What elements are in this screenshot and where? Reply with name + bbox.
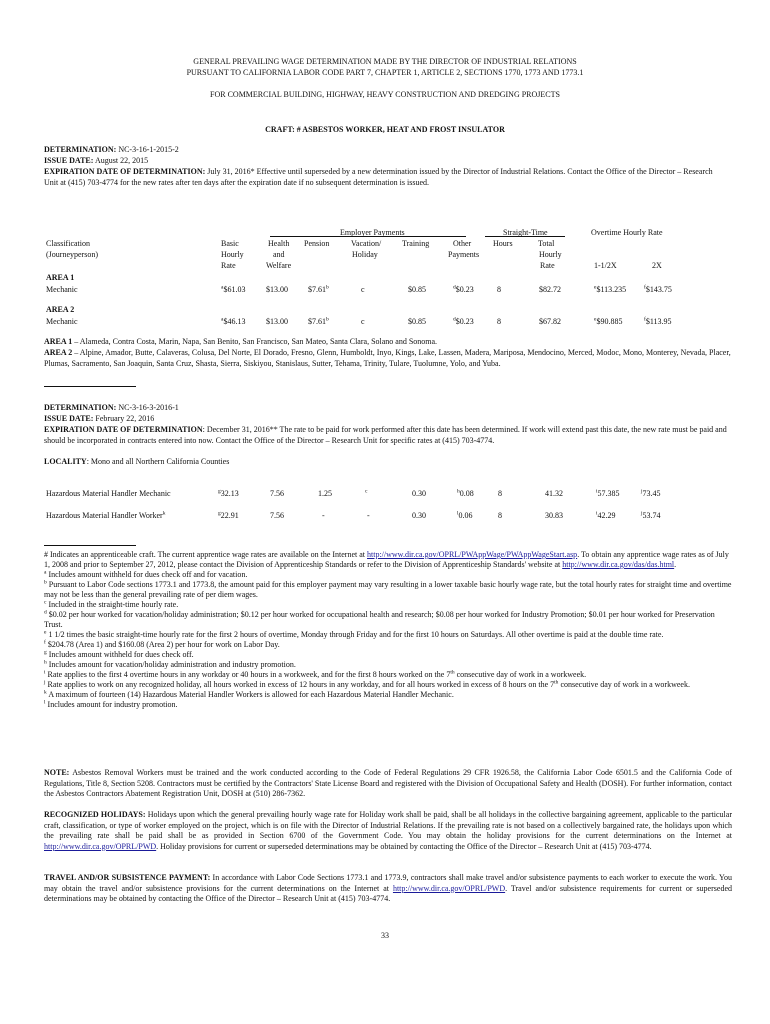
footnote-marker: b [326, 316, 329, 323]
issue2-value: February 22, 2016 [95, 414, 155, 423]
footnote-d: $^d$ $0.02 per hour worked for vacation/holiday administration; $0.12 per hour worked for occupational health and research; $0.08 per hour worked for Industry Promotion; $0.01 per hour worked for Preservation Trust. [44, 609, 715, 629]
footnote-j: $^j$ Rate applies to work on any recognized holiday, all hours worked in excess of 12 hours in any workday, and for all hours worked in excess of 8 hours on the 7th consecutive day of work in a workweek. [44, 679, 690, 689]
training: 0.30 [412, 489, 426, 498]
col-ot-2x: 2X [652, 261, 662, 270]
footnote-hash: # Indicates an apprenticeable craft. The current apprentice wage rates are available on the Internet at http://www.dir.ca.gov/OPRL/PWAppWage/PWAppWageStart.asp. To obtain any apprentice wage rates as of July 1, 2008 and prior to September 27, 2012, please contact the Division of Apprenticeship Standards or refer to the Division of Apprenticeship Standards' website at http://www.dir.ca.gov/das/das.html. [44, 550, 729, 569]
note-paragraph [44, 768, 732, 800]
footnote-b: $^b$ Pursuant to Labor Code sections 1773.1 and 1773.8, the amount paid for this employer payment may vary resulting in a lower taxable basic hourly wage rate, but the total hourly rates for straight time and overtime may not be less than the general prevailing rate of per diem wages. [44, 579, 732, 599]
health-welfare: $13.00 [266, 317, 288, 326]
col-hours: Hours [493, 239, 513, 248]
footnote-marker: d [453, 284, 456, 291]
col-health: Health [268, 239, 290, 248]
other-payments: $0.23 [455, 317, 474, 326]
training: 0.30 [412, 511, 426, 520]
footnote-marker: i [596, 488, 598, 495]
pension: $7.61 [308, 317, 326, 326]
pension: 1.25 [318, 489, 332, 498]
note-label: NOTE: [44, 768, 70, 777]
travel-link[interactable]: http://www.dir.ca.gov/OPRL/PWD [392, 883, 506, 893]
footnote-marker: c [365, 488, 368, 495]
area-1-heading: AREA 1 [46, 273, 75, 282]
craft-title: CRAFT: # ASBESTOS WORKER, HEAT AND FROST INSULATOR [265, 125, 505, 134]
straight-time-hours: 8 [497, 317, 501, 326]
total-hourly-rate: 41.32 [545, 489, 563, 498]
issue1-value: August 22, 2015 [94, 156, 149, 165]
det1-value: NC-3-16-1-2015-2 [118, 145, 179, 154]
basic-rate: $46.13 [223, 317, 246, 326]
vacation-holiday: c [361, 317, 365, 326]
training: $0.85 [408, 285, 426, 294]
basic-rate: $61.03 [223, 285, 246, 294]
total-hourly-rate: $82.72 [539, 285, 561, 294]
col-and: and [273, 250, 285, 259]
overtime-1-5x: 42.29 [597, 511, 616, 520]
vacation-holiday: - [367, 511, 370, 520]
footnote-marker: g [218, 488, 221, 495]
travel-text-2: . Travel and/or subsistence requirements for current or superseded determinations may be obtained by contacting the Office of the Director – Research Unit at (415) 703-4774. [44, 883, 732, 903]
pension: - [322, 511, 325, 520]
col-classification: Classification [46, 239, 90, 248]
footnote-marker: k [162, 510, 166, 517]
col-pension: Pension [304, 239, 330, 248]
locality-label: LOCALITY [44, 457, 87, 466]
holidays-paragraph [44, 810, 732, 852]
footnote-marker: f [644, 284, 646, 291]
header-line-3: FOR COMMERCIAL BUILDING, HIGHWAY, HEAVY CONSTRUCTION AND DREDGING PROJECTS [210, 90, 560, 99]
determination-1 [44, 144, 724, 188]
area-2-heading: AREA 2 [46, 305, 75, 314]
det2-label: DETERMINATION: [44, 403, 117, 412]
health-welfare: 7.56 [270, 489, 284, 498]
footnote-marker: j [641, 510, 643, 517]
det2-value: NC-3-16-3-2016-1 [118, 403, 179, 412]
footnote-f: $^f$ $204.78 (Area 1) and $160.08 (Area 2) per hour for work on Labor Day. [44, 639, 280, 649]
issue2-label: ISSUE DATE: [44, 414, 94, 423]
issue1-label: ISSUE DATE: [44, 156, 94, 165]
col-payments: Payments [448, 250, 480, 259]
training: $0.85 [408, 317, 426, 326]
straight-time-header: Straight-Time [503, 228, 548, 237]
total-hourly-rate: 30.83 [545, 511, 563, 520]
footnote-g: $^g$ Includes amount withheld for dues check off. [44, 649, 194, 659]
total-hourly-rate: $67.82 [539, 317, 561, 326]
holidays-text: Holidays upon which the general prevailing hourly wage rate for Holiday work shall be paid, shall be all holidays in the collective bargaining agreement, applicable to the particular craft, classification, or type of worker employed on the project, which is on file with the Director of Industrial Relations. If the prevailing rate is not based on a collectively bargained rate, the holidays upon which the prevailing rate shall be paid shall be as provided in Section 6700 of the Government Code. You may obtain the holiday provisions for the current determinations on the Internet at [44, 810, 732, 840]
locality-value: : Mono and all Northern California Counties [86, 457, 230, 466]
col-rate: Rate [221, 261, 236, 270]
footnote-marker: j [641, 488, 643, 495]
col-welfare: Welfare [266, 261, 292, 270]
footnote-marker: e [594, 316, 597, 323]
col-total-rate: Rate [540, 261, 555, 270]
footnote-marker: f [644, 316, 646, 323]
col-ot-1-5x: 1-1/2X [594, 261, 617, 270]
overtime-1-5x: $90.885 [596, 317, 623, 326]
footnote-marker: a [221, 284, 224, 291]
exp2-value: : December 31, 2016** The rate to be paid for work performed after this date has been determined. If work will extend past this date, the new rate must be paid and should be incorporated in contracts entered into now. Contact the Office of the Director – Research Unit for specific rates at (415) 703-4774. [44, 425, 727, 445]
footnote-marker: a [221, 316, 224, 323]
straight-time-hours: 8 [498, 511, 502, 520]
other-payments: 0.06 [458, 511, 473, 520]
section-separator [44, 386, 136, 387]
area-2-counties: – Alpine, Amador, Butte, Calaveras, Colusa, Del Norte, El Dorado, Fresno, Glenn, Humboldt, Inyo, Kings, Lake, Lassen, Madera, Mariposa, Mendocino, Merced, Modoc, Mono, Monterey, Nevada, Placer, Plumas, Sacramento, San Joaquin, Santa Cruz, Shasta, Sierra, Siskiyou, Stanislaus, Sutter, Tehama, Trinity, Tulare, Tuolumne, Yolo, and Yuba. [44, 348, 731, 368]
footnote-k: $^k$ A maximum of fourteen (14) Hazardous Material Handler Workers is allowed for each Hazardous Material Handler Mechanic. [44, 689, 454, 699]
other-payments: 0.08 [459, 489, 474, 498]
exp2-label: EXPIRATION DATE OF DETERMINATION [44, 425, 203, 434]
area-2-label: AREA 2 [44, 348, 73, 357]
overtime-2x: 73.45 [642, 489, 661, 498]
holidays-link[interactable]: http://www.dir.ca.gov/OPRL/PWD [44, 841, 157, 851]
col-basic: Basic [221, 239, 239, 248]
area-descriptions [44, 336, 734, 369]
travel-text: In accordance with Labor Code Sections 1773.1 and 1773.9, contractors shall make travel and/or subsistence payments to each worker to execute the work. You may obtain the travel and/or subsistence provisions for the current determinations on the Internet at [44, 873, 732, 893]
determination-2 [44, 402, 734, 446]
col-total-hourly: Hourly [539, 250, 562, 259]
col-holiday: Holiday [352, 250, 378, 259]
page-number: 33 [381, 931, 389, 940]
locality [44, 456, 724, 467]
det1-label: DETERMINATION: [44, 145, 117, 154]
overtime-2x: 53.74 [642, 511, 661, 520]
footnote-separator [44, 545, 136, 546]
row-classification: Mechanic [46, 285, 78, 294]
area-1-counties: – Alameda, Contra Costa, Marin, Napa, San Benito, San Francisco, San Mateo, Santa Clara, Solano and Sonoma. [72, 337, 438, 346]
overtime-1-5x: $113.235 [596, 285, 627, 294]
basic-rate: 32.13 [220, 489, 239, 498]
footnote-marker: d [453, 316, 456, 323]
other-payments: $0.23 [455, 285, 474, 294]
overtime-2x: $113.95 [645, 317, 672, 326]
apprentice-wage-link[interactable]: http://www.dir.ca.gov/OPRL/PWAppWage/PWAppWageStart.asp [367, 550, 578, 559]
footnote-h: $^h$ Includes amount for vacation/holiday administration and industry promotion. [44, 659, 296, 669]
col-vacation: Vacation/ [351, 239, 382, 248]
footnote-a: $^a$ Includes amount withheld for dues check off and for vacation. [44, 569, 248, 579]
exp1-value: July 31, 2016* Effective until superseded by a new determination issued by the Director of Industrial Relations. Contact the Office of the Director – Research Unit at (415) 703-4774 for the new rates after ten days after the expiration date if no subsequent determination is issued. [44, 167, 713, 187]
row-classification: Hazardous Material Handler Mechanic [46, 489, 171, 498]
health-welfare: 7.56 [270, 511, 284, 520]
holidays-label: RECOGNIZED HOLIDAYS: [44, 810, 146, 819]
col-total: Total [538, 239, 555, 248]
area-1-label: AREA 1 [44, 337, 73, 346]
col-other: Other [453, 239, 472, 248]
col-journeyperson: (Journeyperson) [46, 250, 98, 259]
travel-label: TRAVEL AND/OR SUBSISTENCE PAYMENT: [44, 873, 211, 882]
col-training: Training [402, 239, 430, 248]
col-hourly: Hourly [221, 250, 244, 259]
footnote-marker: b [326, 284, 329, 291]
overtime-1-5x: 57.385 [597, 489, 620, 498]
pension: $7.61 [308, 285, 326, 294]
footnote-marker: g [218, 510, 221, 517]
straight-time-hours: 8 [497, 285, 501, 294]
footnote-i: $^i$ Rate applies to the first 4 overtime hours in any workday or 40 hours in a workweek, and for the first 8 hours worked on the 7th consecutive day of work in a workweek. [44, 669, 587, 679]
footnote-marker: e [594, 284, 597, 291]
footnotes [44, 550, 734, 710]
footnote-l: $^l$ Includes amount for industry promotion. [44, 699, 178, 709]
row-classification: Mechanic [46, 317, 78, 326]
basic-rate: 22.91 [220, 511, 239, 520]
overtime-header: Overtime Hourly Rate [591, 228, 663, 237]
footnote-e: $^e$ 1 1/2 times the basic straight-time hourly rate for the first 2 hours of overtime, Monday through Friday and for the first 10 hours on Saturdays. All other overtime is paid at the double time rate. [44, 629, 664, 639]
vacation-holiday: c [361, 285, 365, 294]
exp1-label: EXPIRATION DATE OF DETERMINATION: [44, 167, 206, 176]
overtime-2x: $143.75 [645, 285, 672, 294]
employer-payments-header: Employer Payments [340, 228, 405, 237]
note-text: Asbestos Removal Workers must be trained and the work conducted according to the Code of Federal Regulations 29 CFR 1926.58, the California Labor Code 6501.5 and the California Code of Regulations, Title 8, Section 5208. Contractors must be certified by the Contractors' State License Board and registered with the Division of Occupational Safety and Health (DOSH). For further information, contact the Asbestos Contractors Abatement Registration Unit, DOSH at (510) 286-7362. [44, 768, 732, 798]
footnote-marker: i [596, 510, 598, 517]
straight-time-hours: 8 [498, 489, 502, 498]
header-line-1: GENERAL PREVAILING WAGE DETERMINATION MADE BY THE DIRECTOR OF INDUSTRIAL RELATIONS [193, 57, 577, 66]
footnote-marker: h [457, 488, 460, 495]
holidays-text-2: . Holiday provisions for current or superseded determinations may be obtained by contacting the Office of the Director – Research Unit at (415) 703-4774. [156, 841, 652, 851]
health-welfare: $13.00 [266, 285, 288, 294]
header-line-2: PURSUANT TO CALIFORNIA LABOR CODE PART 7, CHAPTER 1, ARTICLE 2, SECTIONS 1770, 1773 AND 1773.1 [186, 68, 584, 77]
footnote-marker: l [457, 510, 459, 517]
row-classification: Hazardous Material Handler Worker [46, 511, 163, 520]
footnote-c: $^c$ Included in the straight-time hourly rate. [44, 599, 179, 609]
das-website-link[interactable]: http://www.dir.ca.gov/das/das.html [562, 560, 675, 569]
travel-paragraph [44, 873, 732, 905]
